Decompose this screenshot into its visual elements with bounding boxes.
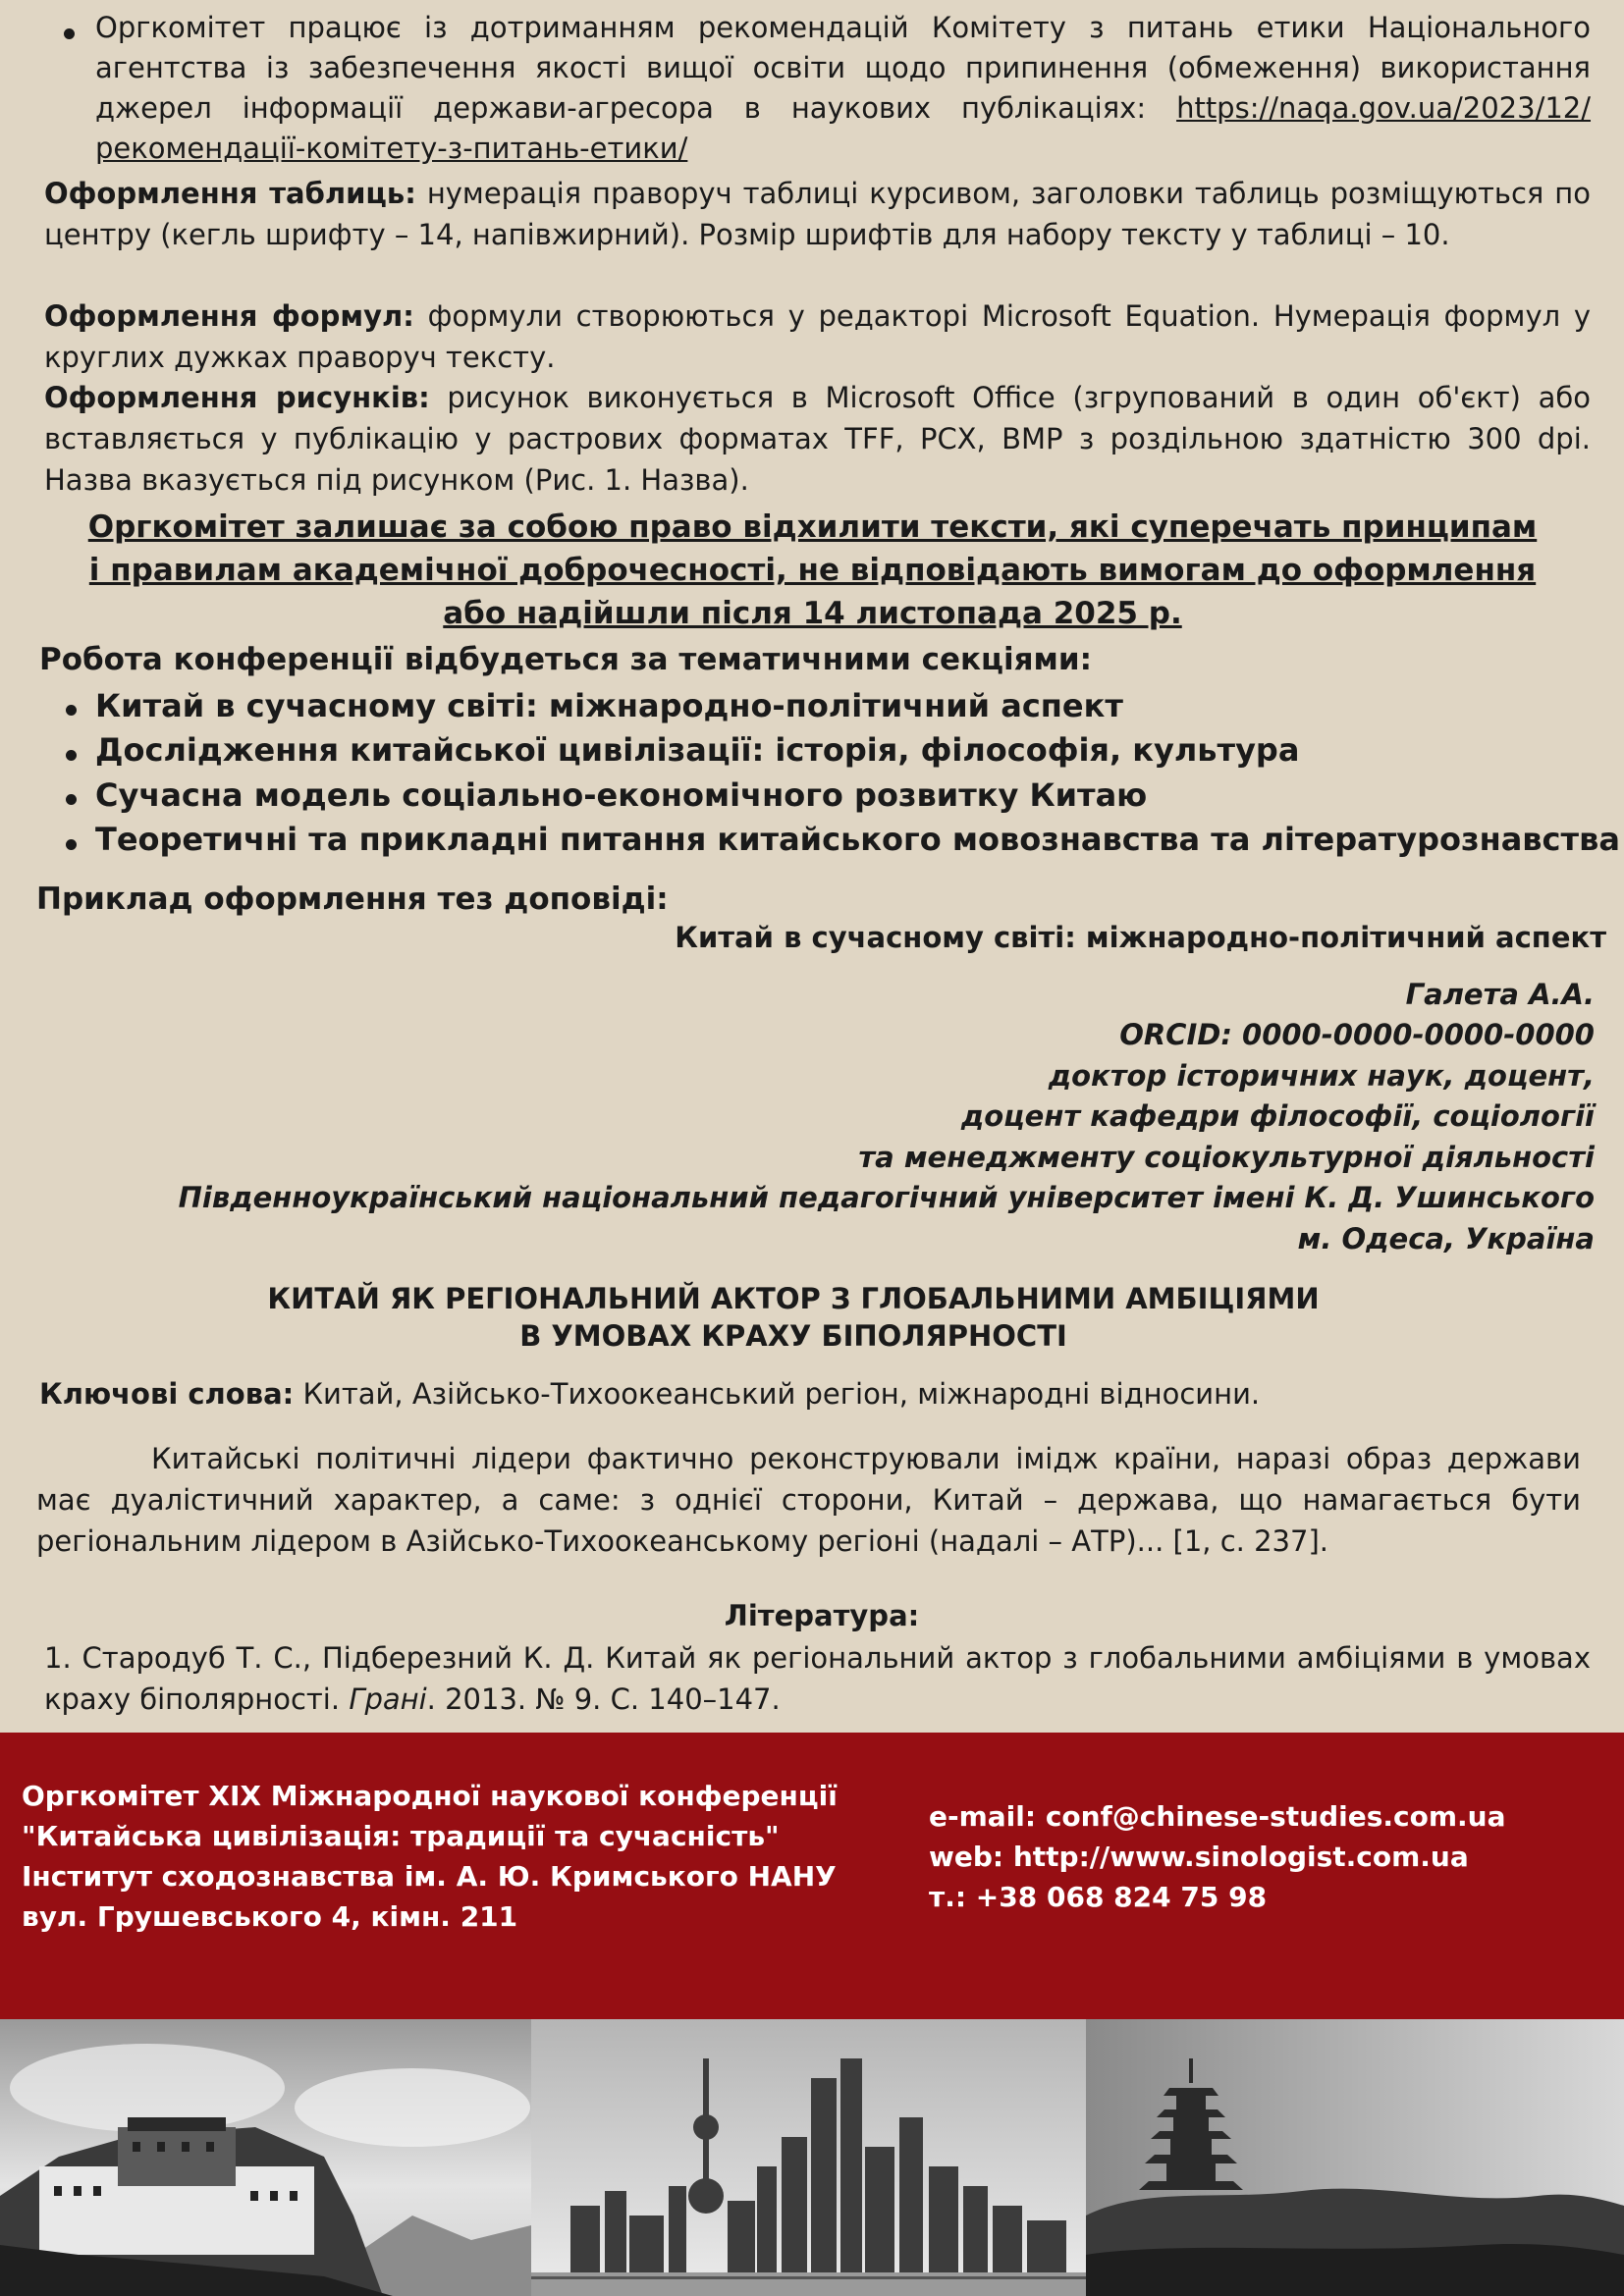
tables-label: Оформлення таблиць:	[44, 177, 416, 210]
formulas-label: Оформлення формул:	[44, 299, 414, 333]
contact-email[interactable]: e-mail: conf@chinese-studies.com.ua	[929, 1800, 1506, 1833]
section-item: Дослідження китайської цивілізації: історія, філософія, культура	[95, 731, 1300, 769]
organizer-line: "Китайська цивілізація: традиції та сучасність"	[22, 1820, 780, 1852]
ethics-text: Оргкомітет працює із дотриманням рекомендацій Комітету з питань етики Національного агентства із забезпечення якості вищої освіти щодо припинення (обмеження) використання джерел інформації держави-агресора в наукових публікаціях:	[95, 11, 1591, 125]
author-position-cont: та менеджменту соціокультурної діяльності	[858, 1141, 1595, 1174]
bullet-dot	[64, 28, 75, 39]
paper-title-line: КИТАЙ ЯК РЕГІОНАЛЬНИЙ АКТОР З ГЛОБАЛЬНИМИ АМБІЦІЯМИ	[267, 1282, 1320, 1315]
section-item: Китай в сучасному світі: міжнародно-політичний аспект	[95, 687, 1123, 724]
paper-title	[0, 1280, 1605, 1355]
tables-rule	[44, 173, 1591, 255]
keywords	[39, 1373, 1586, 1415]
sections-heading: Робота конференції відбудеться за тематичними секціями:	[39, 642, 1093, 677]
bullet-dot	[66, 794, 77, 805]
organizer-line: Оргкомітет XIX Міжнародної наукової конференції	[22, 1780, 838, 1812]
abstract-body: Китайські політичні лідери фактично реконструювали імідж країни, наразі образ держави має дуалістичний характер, а саме: з однієї сторони, Китай – держава, що намагається бути регіональним лідером в Азійсько-Тихоокеанському регіоні (надалі – АТР)... [1, с. 237].	[36, 1442, 1581, 1558]
ethics-bullet	[95, 8, 1591, 169]
formulas-text: формули створюються у редакторі Microsoft Equation. Нумерація формул у круглих дужках праворуч тексту.	[44, 299, 1591, 374]
author-degree: доктор історичних наук, доцент,	[1048, 1059, 1595, 1093]
references-heading: Література:	[724, 1599, 920, 1632]
bullet-dot	[66, 839, 77, 850]
photo-strip	[0, 2019, 1624, 2296]
pagoda-photo	[1086, 2019, 1624, 2296]
contact-footer	[0, 1733, 1624, 2019]
author-city: м. Одеса, Україна	[1297, 1222, 1595, 1255]
warning-line: або надійшли після 14 листопада 2025 р.	[443, 596, 1182, 631]
author-orcid: ORCID: 0000-0000-0000-0000	[1119, 1018, 1595, 1051]
naqa-link[interactable]: https://naqa.gov.ua/2023/12/рекомендації-комітету-з-питань-етики/	[95, 91, 1592, 165]
author-name: Галета А.А.	[1405, 978, 1595, 1011]
potala-palace-photo	[0, 2019, 531, 2296]
reference-text: 1. Стародуб Т. С., Підберезний К. Д. Китай як регіональний актор з глобальними амбіціями в умовах краху біполярності.	[44, 1641, 1591, 1716]
organizer-line: вул. Грушевського 4, кімн. 211	[22, 1900, 518, 1933]
deadline-warning	[44, 506, 1581, 635]
bullet-dot	[66, 750, 77, 761]
formulas-rule	[44, 295, 1591, 378]
reference-journal: Грані	[349, 1682, 427, 1716]
example-section-name: Китай в сучасному світі: міжнародно-політичний аспект	[675, 921, 1606, 954]
figures-rule	[44, 377, 1591, 501]
author-university: Південноукраїнський національний педагогічний університет імені К. Д. Ушинського	[178, 1181, 1595, 1214]
contact-phone: т.: +38 068 824 75 98	[929, 1881, 1268, 1913]
organizer-block	[22, 1776, 838, 1937]
example-heading: Приклад оформлення тез доповіді:	[36, 881, 669, 917]
figures-text: рисунок виконується в Microsoft Office (згрупований в один об'єкт) або вставляється у публікацію у растрових форматах TFF, PCX, BMP з роздільною здатністю 300 dpi. Назва вказується під рисунком (Рис. 1. Назва).	[44, 381, 1591, 497]
keywords-text: Китай, Азійсько-Тихоокеанський регіон, міжнародні відносини.	[302, 1377, 1261, 1411]
warning-line: Оргкомітет залишає за собою право відхилити тексти, які суперечать принципам	[87, 509, 1538, 545]
bullet-dot	[66, 705, 77, 716]
author-position: доцент кафедри філософії, соціології	[960, 1099, 1595, 1133]
reference-item	[44, 1637, 1591, 1720]
paper-title-line: В УМОВАХ КРАХУ БІПОЛЯРНОСТІ	[519, 1319, 1067, 1353]
section-item: Теоретичні та прикладні питання китайського мовознавства та літературознавства	[95, 821, 1620, 858]
tables-text: нумерація праворуч таблиці курсивом, заголовки таблиць розміщуються по центру (кегль шрифту – 14, напівжирний). Розмір шрифтів для набору тексту у таблиці – 10.	[44, 177, 1592, 251]
contacts-block	[929, 1796, 1506, 1917]
keywords-label: Ключові слова:	[39, 1377, 295, 1411]
warning-line: і правилам академічної доброчесності, не відповідають вимогам до оформлення	[88, 553, 1537, 588]
figures-label: Оформлення рисунків:	[44, 381, 430, 414]
organizer-line: Інститут сходознавства ім. А. Ю. Кримського НАНУ	[22, 1860, 837, 1893]
section-item: Сучасна модель соціально-економічного розвитку Китаю	[95, 776, 1148, 814]
contact-web[interactable]: web: http://www.sinologist.com.ua	[929, 1841, 1469, 1873]
reference-details: . 2013. № 9. С. 140–147.	[426, 1682, 781, 1716]
shanghai-skyline-photo	[531, 2019, 1086, 2296]
